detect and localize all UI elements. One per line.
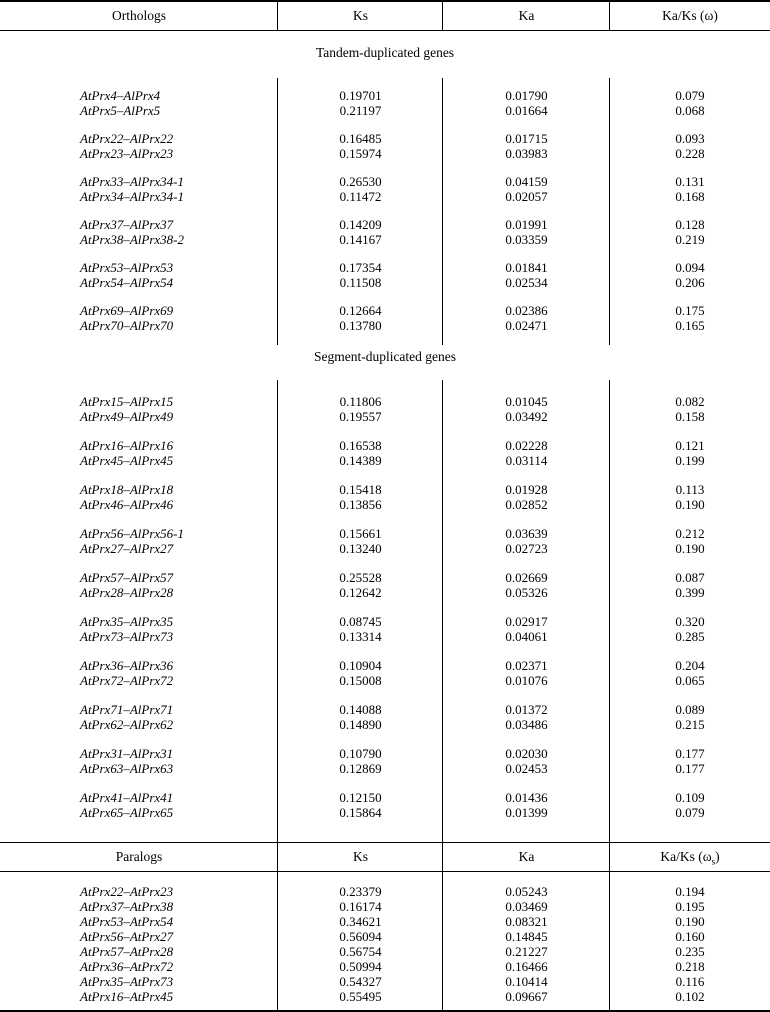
ortholog-pair-cell: AtPrx57–AlPrx57 <box>80 570 174 585</box>
column-divider <box>277 843 278 871</box>
ortholog-pair-cell: AtPrx33–AlPrx34-1 <box>80 174 184 189</box>
section-title-tandem: Tandem-duplicated genes <box>315 45 455 60</box>
ka-value-cell: 0.02386 <box>505 303 548 318</box>
kaks-value-cell: 0.320 <box>675 614 705 629</box>
ka-value-cell: 0.02723 <box>505 541 548 556</box>
spacer <box>0 60 770 78</box>
ka-value-cell: 0.03983 <box>505 146 548 161</box>
row-gap <box>0 161 770 174</box>
column-divider <box>442 78 443 345</box>
ka-value-cell: 0.03639 <box>505 526 548 541</box>
ka-value-cell: 0.02057 <box>505 189 548 204</box>
column-divider <box>609 843 610 871</box>
ortholog-pair-cell: AtPrx71–AlPrx71 <box>80 702 174 717</box>
ortholog-pair-cell: AtPrx49–AlPrx49 <box>80 409 174 424</box>
kaks-value-cell: 0.065 <box>675 673 705 688</box>
ks-value-cell: 0.12642 <box>339 585 382 600</box>
kaks-value-cell: 0.102 <box>675 989 705 1004</box>
table-row <box>0 541 770 556</box>
section-title-segment: Segment-duplicated genes <box>313 349 457 364</box>
ks-value-cell: 0.12664 <box>339 303 382 318</box>
ks-value-cell: 0.13314 <box>339 629 382 644</box>
row-gap <box>0 776 770 790</box>
row-gap <box>0 118 770 131</box>
ka-value-cell: 0.01372 <box>505 702 548 717</box>
ka-value-cell: 0.03114 <box>505 453 548 468</box>
column-divider <box>277 78 278 345</box>
omega-subscript-s: s <box>711 856 716 867</box>
table-row <box>0 131 770 146</box>
column-divider <box>442 2 443 30</box>
table-row <box>0 526 770 541</box>
ka-value-cell: 0.01928 <box>505 482 548 497</box>
ks-value-cell: 0.56754 <box>339 944 382 959</box>
segment-duplicated-block <box>0 380 770 842</box>
table-row <box>0 585 770 600</box>
ka-value-cell: 0.01436 <box>505 790 548 805</box>
ka-value-cell: 0.01399 <box>505 805 548 820</box>
ka-value-cell: 0.21227 <box>505 944 548 959</box>
ortholog-pair-cell: AtPrx5–AlPrx5 <box>80 103 161 118</box>
kaks-value-cell: 0.175 <box>675 303 705 318</box>
table-row <box>0 146 770 161</box>
row-gap <box>0 290 770 303</box>
ks-value-cell: 0.15864 <box>339 805 382 820</box>
row-gap <box>0 468 770 482</box>
table-row <box>0 673 770 688</box>
ks-value-cell: 0.14389 <box>339 453 382 468</box>
ortholog-pair-cell: AtPrx70–AlPrx70 <box>80 318 174 333</box>
kaks-value-cell: 0.190 <box>675 497 705 512</box>
kaks-value-cell: 0.131 <box>675 174 705 189</box>
ortholog-pair-cell: AtPrx57–AtPrx28 <box>80 944 174 959</box>
ka-value-cell: 0.05243 <box>505 884 548 899</box>
ortholog-pair-cell: AtPrx36–AlPrx36 <box>80 658 174 673</box>
ka-value-cell: 0.04061 <box>505 629 548 644</box>
kaks-value-cell: 0.219 <box>675 232 705 247</box>
ortholog-pair-cell: AtPrx4–AlPrx4 <box>80 88 161 103</box>
column-divider <box>442 380 443 842</box>
ka-value-cell: 0.03486 <box>505 717 548 732</box>
ka-value-cell: 0.01991 <box>505 217 548 232</box>
kaks-value-cell: 0.204 <box>675 658 705 673</box>
ks-value-cell: 0.54327 <box>339 974 382 989</box>
kaks-value-cell: 0.082 <box>675 394 705 409</box>
kaks-value-cell: 0.121 <box>675 438 705 453</box>
ks-value-cell: 0.12150 <box>339 790 382 805</box>
ks-value-cell: 0.11472 <box>339 189 382 204</box>
ks-value-cell: 0.56094 <box>339 929 382 944</box>
ks-value-cell: 0.23379 <box>339 884 382 899</box>
table-row <box>0 409 770 424</box>
table-row <box>0 453 770 468</box>
ka-value-cell: 0.01715 <box>505 131 548 146</box>
ortholog-pair-cell: AtPrx37–AtPrx38 <box>80 899 174 914</box>
ks-value-cell: 0.21197 <box>339 103 382 118</box>
table-row <box>0 805 770 820</box>
table-row <box>0 174 770 189</box>
ks-value-cell: 0.15418 <box>339 482 382 497</box>
ka-value-cell: 0.01790 <box>505 88 548 103</box>
ortholog-pair-cell: AtPrx22–AlPrx22 <box>80 131 174 146</box>
kaks-value-cell: 0.128 <box>675 217 705 232</box>
table-row <box>0 702 770 717</box>
ka-value-cell: 0.01076 <box>505 673 548 688</box>
ks-value-cell: 0.08745 <box>339 614 382 629</box>
ka-value-cell: 0.10414 <box>505 974 548 989</box>
ka-value-cell: 0.08321 <box>505 914 548 929</box>
ortholog-pair-cell: AtPrx27–AlPrx27 <box>80 541 174 556</box>
ks-value-cell: 0.11508 <box>339 275 382 290</box>
ks-value-cell: 0.10904 <box>339 658 382 673</box>
table-row <box>0 717 770 732</box>
ka-value-cell: 0.04159 <box>505 174 548 189</box>
ks-value-cell: 0.16485 <box>339 131 382 146</box>
ka-value-cell: 0.02669 <box>505 570 548 585</box>
ks-value-cell: 0.14088 <box>339 702 382 717</box>
row-gap <box>0 556 770 570</box>
ortholog-pair-cell: AtPrx28–AlPrx28 <box>80 585 174 600</box>
ka-value-cell: 0.01664 <box>505 103 548 118</box>
table-row <box>0 275 770 290</box>
row-gap <box>0 644 770 658</box>
column-divider <box>277 2 278 30</box>
table-row <box>0 303 770 318</box>
kaks-value-cell: 0.079 <box>675 88 705 103</box>
ka-value-cell: 0.09667 <box>505 989 548 1004</box>
kaks-value-cell: 0.079 <box>675 805 705 820</box>
header-ka: Ka <box>518 8 535 23</box>
table-row <box>0 570 770 585</box>
ks-value-cell: 0.14890 <box>339 717 382 732</box>
table-row <box>0 884 770 899</box>
column-divider <box>609 78 610 345</box>
ks-value-cell: 0.17354 <box>339 260 382 275</box>
column-divider <box>609 872 610 1010</box>
ks-value-cell: 0.15974 <box>339 146 382 161</box>
table-row <box>0 497 770 512</box>
ks-value-cell: 0.15008 <box>339 673 382 688</box>
ks-value-cell: 0.11806 <box>339 394 382 409</box>
header-paralogs-ks: Ks <box>352 849 368 864</box>
row-gap <box>0 732 770 746</box>
kaks-value-cell: 0.113 <box>675 482 705 497</box>
header-paralogs: Paralogs <box>115 849 163 864</box>
ortholog-pair-cell: AtPrx31–AlPrx31 <box>80 746 174 761</box>
column-divider <box>609 380 610 842</box>
ortholog-pair-cell: AtPrx53–AtPrx54 <box>80 914 174 929</box>
ortholog-pair-cell: AtPrx56–AlPrx56-1 <box>80 526 184 541</box>
column-divider <box>609 2 610 30</box>
ks-value-cell: 0.16538 <box>339 438 382 453</box>
table-row <box>0 438 770 453</box>
ka-value-cell: 0.03492 <box>505 409 548 424</box>
ortholog-pair-cell: AtPrx35–AtPrx73 <box>80 974 174 989</box>
ortholog-pair-cell: AtPrx23–AlPrx23 <box>80 146 174 161</box>
ks-value-cell: 0.13856 <box>339 497 382 512</box>
table-row <box>0 614 770 629</box>
header-paralogs-ka: Ka <box>518 849 535 864</box>
kaks-value-cell: 0.190 <box>675 914 705 929</box>
ka-value-cell: 0.02534 <box>505 275 548 290</box>
header-ks: Ks <box>352 8 368 23</box>
table-row <box>0 974 770 989</box>
ortholog-pair-cell: AtPrx62–AlPrx62 <box>80 717 174 732</box>
table-row <box>0 260 770 275</box>
column-divider <box>277 380 278 842</box>
ka-value-cell: 0.05326 <box>505 585 548 600</box>
kaks-value-cell: 0.195 <box>675 899 705 914</box>
kaks-value-cell: 0.399 <box>675 585 705 600</box>
ks-value-cell: 0.26530 <box>339 174 382 189</box>
row-gap <box>0 688 770 702</box>
table-row <box>0 394 770 409</box>
ortholog-pair-cell: AtPrx36–AtPrx72 <box>80 959 174 974</box>
ks-value-cell: 0.14167 <box>339 232 382 247</box>
ortholog-pair-cell: AtPrx37–AlPrx37 <box>80 217 174 232</box>
ks-value-cell: 0.16174 <box>339 899 382 914</box>
table-row <box>0 944 770 959</box>
kaks-value-cell: 0.087 <box>675 570 705 585</box>
ks-value-cell: 0.10790 <box>339 746 382 761</box>
row-gap <box>0 204 770 217</box>
table-row <box>0 790 770 805</box>
ka-value-cell: 0.01841 <box>505 260 548 275</box>
ks-value-cell: 0.12869 <box>339 761 382 776</box>
kaks-value-cell: 0.093 <box>675 131 705 146</box>
ka-value-cell: 0.02030 <box>505 746 548 761</box>
ks-value-cell: 0.13780 <box>339 318 382 333</box>
kaks-value-cell: 0.215 <box>675 717 705 732</box>
kaks-value-cell: 0.194 <box>675 884 705 899</box>
ks-value-cell: 0.25528 <box>339 570 382 585</box>
table-row <box>0 761 770 776</box>
ka-value-cell: 0.02453 <box>505 761 548 776</box>
ka-value-cell: 0.02852 <box>505 497 548 512</box>
table-row <box>0 482 770 497</box>
ortholog-pair-cell: AtPrx54–AlPrx54 <box>80 275 174 290</box>
ka-value-cell: 0.01045 <box>505 394 548 409</box>
orthologs-header-row <box>0 2 770 31</box>
spacer <box>0 364 770 380</box>
ortholog-pair-cell: AtPrx46–AlPrx46 <box>80 497 174 512</box>
header-kaks-omega: Ka/Ks (ω) <box>662 8 718 23</box>
ortholog-pair-cell: AtPrx73–AlPrx73 <box>80 629 174 644</box>
ortholog-pair-cell: AtPrx22–AtPrx23 <box>80 884 174 899</box>
ortholog-pair-cell: AtPrx69–AlPrx69 <box>80 303 174 318</box>
kaks-value-cell: 0.168 <box>675 189 705 204</box>
kaks-value-cell: 0.094 <box>675 260 705 275</box>
table-row <box>0 959 770 974</box>
ortholog-pair-cell: AtPrx41–AlPrx41 <box>80 790 174 805</box>
ka-value-cell: 0.02371 <box>505 658 548 673</box>
table-row <box>0 217 770 232</box>
row-gap <box>0 512 770 526</box>
kaks-close-paren: ) <box>715 849 720 864</box>
kaks-value-cell: 0.158 <box>675 409 705 424</box>
ks-value-cell: 0.34621 <box>339 914 382 929</box>
ortholog-pair-cell: AtPrx63–AlPrx63 <box>80 761 174 776</box>
header-paralogs-kaks-omega-s <box>610 843 770 871</box>
table-row <box>0 629 770 644</box>
ortholog-pair-cell: AtPrx38–AlPrx38-2 <box>80 232 184 247</box>
ks-value-cell: 0.55495 <box>339 989 382 1004</box>
kaks-value-cell: 0.109 <box>675 790 705 805</box>
ka-value-cell: 0.02917 <box>505 614 548 629</box>
ks-value-cell: 0.19701 <box>339 88 382 103</box>
table-row <box>0 318 770 333</box>
kaks-omega-text: Ka/Ks (ω <box>660 849 712 864</box>
kaks-value-cell: 0.218 <box>675 959 705 974</box>
header-orthologs: Orthologs <box>112 8 166 23</box>
tandem-duplicated-block <box>0 78 770 345</box>
kaks-value-cell: 0.165 <box>675 318 705 333</box>
ka-value-cell: 0.02228 <box>505 438 548 453</box>
ks-value-cell: 0.14209 <box>339 217 382 232</box>
column-divider <box>277 872 278 1010</box>
ka-value-cell: 0.16466 <box>505 959 548 974</box>
kaks-value-cell: 0.285 <box>675 629 705 644</box>
kaks-value-cell: 0.212 <box>675 526 705 541</box>
table-row <box>0 658 770 673</box>
ortholog-pair-cell: AtPrx65–AlPrx65 <box>80 805 174 820</box>
kaks-value-cell: 0.177 <box>675 761 705 776</box>
table-row <box>0 929 770 944</box>
kaks-value-cell: 0.206 <box>675 275 705 290</box>
row-gap <box>0 247 770 260</box>
kaks-value-cell: 0.116 <box>675 974 705 989</box>
row-gap <box>0 600 770 614</box>
table-row <box>0 989 770 1004</box>
ortholog-pair-cell: AtPrx34–AlPrx34-1 <box>80 189 184 204</box>
paralogs-header-row <box>0 842 770 872</box>
kaks-value-cell: 0.190 <box>675 541 705 556</box>
ortholog-pair-cell: AtPrx16–AtPrx45 <box>80 989 174 1004</box>
row-gap <box>0 424 770 438</box>
ortholog-pair-cell: AtPrx53–AlPrx53 <box>80 260 174 275</box>
ortholog-pair-cell: AtPrx35–AlPrx35 <box>80 614 174 629</box>
ka-value-cell: 0.03469 <box>505 899 548 914</box>
table-row <box>0 914 770 929</box>
kaks-value-cell: 0.199 <box>675 453 705 468</box>
kaks-value-cell: 0.068 <box>675 103 705 118</box>
column-divider <box>442 872 443 1010</box>
ortholog-pair-cell: AtPrx45–AlPrx45 <box>80 453 174 468</box>
ks-value-cell: 0.50994 <box>339 959 382 974</box>
ks-value-cell: 0.19557 <box>339 409 382 424</box>
table-row <box>0 88 770 103</box>
kaks-value-cell: 0.235 <box>675 944 705 959</box>
table-row <box>0 232 770 247</box>
kaks-value-cell: 0.089 <box>675 702 705 717</box>
kaks-value-cell: 0.177 <box>675 746 705 761</box>
ortholog-pair-cell: AtPrx18–AlPrx18 <box>80 482 174 497</box>
ka-value-cell: 0.14845 <box>505 929 548 944</box>
table-row <box>0 189 770 204</box>
ka-value-cell: 0.03359 <box>505 232 548 247</box>
paralogs-block <box>0 872 770 1010</box>
table-row <box>0 899 770 914</box>
table-row <box>0 746 770 761</box>
kaks-value-cell: 0.228 <box>675 146 705 161</box>
kaks-value-cell: 0.160 <box>675 929 705 944</box>
ks-value-cell: 0.13240 <box>339 541 382 556</box>
ortholog-pair-cell: AtPrx56–AtPrx27 <box>80 929 174 944</box>
ks-value-cell: 0.15661 <box>339 526 382 541</box>
ortholog-pair-cell: AtPrx72–AlPrx72 <box>80 673 174 688</box>
ortholog-pair-cell: AtPrx15–AlPrx15 <box>80 394 174 409</box>
ka-value-cell: 0.02471 <box>505 318 548 333</box>
ortholog-pair-cell: AtPrx16–AlPrx16 <box>80 438 174 453</box>
table-row <box>0 103 770 118</box>
column-divider <box>442 843 443 871</box>
